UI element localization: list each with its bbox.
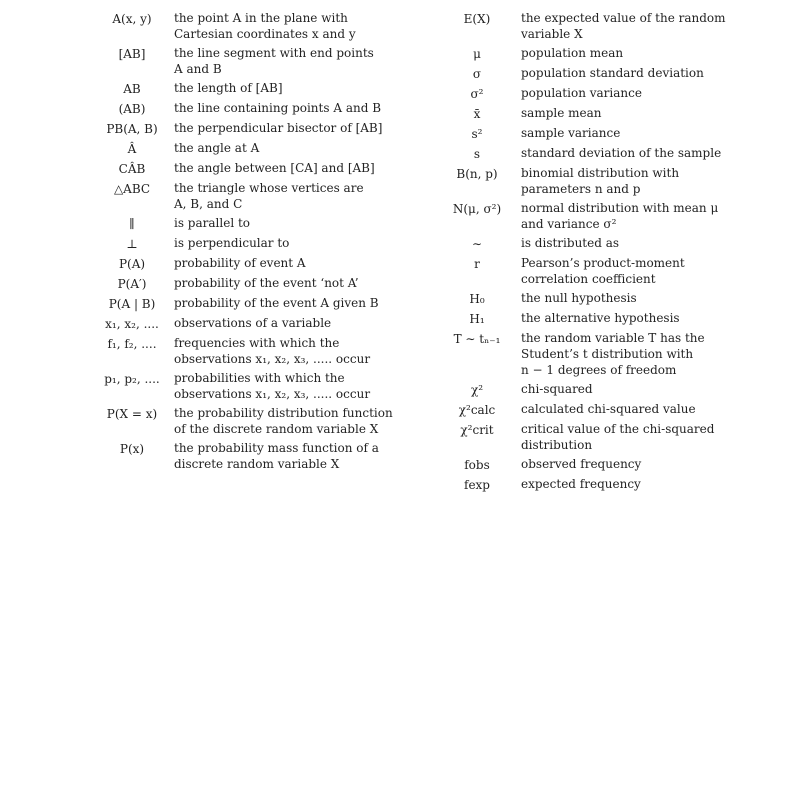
notation-description: chi-squared xyxy=(521,382,593,396)
notation-row xyxy=(96,295,396,312)
notation-row xyxy=(96,120,396,137)
notation-symbol: r xyxy=(474,257,480,271)
notation-row xyxy=(96,235,396,252)
notation-row xyxy=(96,100,396,117)
notation-description: is distributed as xyxy=(521,236,620,250)
notation-description: the line segment with end points A and B xyxy=(174,46,374,76)
notation-symbol: P(A) xyxy=(118,257,146,271)
notation-symbol: χ²calc xyxy=(458,403,496,417)
notation-description: sample variance xyxy=(521,126,621,140)
notation-description: standard deviation of the sample xyxy=(521,146,722,160)
notation-description: population mean xyxy=(521,46,624,60)
notation-description: is parallel to xyxy=(174,216,251,230)
notation-symbol: H₀ xyxy=(469,292,485,306)
notation-symbol: ∼ xyxy=(471,237,483,251)
notation-symbol: PB(A, B) xyxy=(106,122,158,136)
notation-row xyxy=(440,105,740,122)
notation-symbol: fexp xyxy=(464,478,490,492)
notation-row xyxy=(440,145,740,162)
notation-description: calculated chi-squared value xyxy=(521,402,696,416)
notation-row xyxy=(440,10,740,42)
notation-row xyxy=(96,275,396,292)
notation-symbol: N(μ, σ²) xyxy=(452,202,502,216)
notation-description: Pearson’s product-moment correlation coefficient xyxy=(521,256,685,286)
notation-symbol: CÂB xyxy=(118,162,146,176)
notation-row xyxy=(96,370,396,402)
notation-symbol: σ xyxy=(472,67,482,81)
notation-row xyxy=(440,421,740,453)
notation-description: the probability distribution function of the discrete random variable X xyxy=(174,406,393,436)
notation-description: expected frequency xyxy=(521,477,641,491)
notation-column-left xyxy=(96,10,396,475)
notation-description: the expected value of the random variable X xyxy=(521,11,726,41)
notation-description: probability of the event ‘not A’ xyxy=(174,276,359,290)
notation-symbol: μ xyxy=(473,47,481,61)
notation-symbol: (AB) xyxy=(118,102,146,116)
notation-description: population standard deviation xyxy=(521,66,704,80)
notation-row xyxy=(440,200,740,232)
notation-row xyxy=(440,401,740,418)
notation-description: the length of [AB] xyxy=(174,81,283,95)
notation-description: the angle at A xyxy=(174,141,260,155)
notation-description: probabilities with which the observations x₁, x₂, x₃, ..... occur xyxy=(174,371,371,401)
notation-symbol: ∥ xyxy=(129,217,135,231)
notation-row xyxy=(96,255,396,272)
notation-symbol: B(n, p) xyxy=(456,167,498,181)
notation-symbol: △ABC xyxy=(113,182,151,196)
notation-description: the line containing points A and B xyxy=(174,101,382,115)
notation-symbol: P(A′) xyxy=(117,277,147,291)
notation-symbol: A(x, y) xyxy=(112,12,152,26)
notation-row xyxy=(96,335,396,367)
notation-row xyxy=(96,45,396,77)
notation-column-right xyxy=(440,10,740,496)
notation-row xyxy=(96,440,396,472)
notation-symbol: H₁ xyxy=(469,312,485,326)
notation-symbol: Â xyxy=(127,142,137,156)
notation-symbol: f₁, f₂, .... xyxy=(107,337,157,351)
notation-description: probability of event A xyxy=(174,256,306,270)
notation-row xyxy=(440,456,740,473)
notation-symbol: AB xyxy=(123,82,141,96)
notation-description: normal distribution with mean μ and variance σ² xyxy=(521,201,719,231)
notation-description: the angle between [CA] and [AB] xyxy=(174,161,375,175)
notation-description: the null hypothesis xyxy=(521,291,637,305)
notation-description: the probability mass function of a discrete random variable X xyxy=(174,441,379,471)
notation-symbol: T ∼ tₙ₋₁ xyxy=(453,332,501,346)
notation-row xyxy=(440,85,740,102)
notation-symbol: s² xyxy=(471,127,483,141)
notation-row xyxy=(440,45,740,62)
notation-row xyxy=(440,476,740,493)
notation-row xyxy=(96,160,396,177)
notation-row xyxy=(440,290,740,307)
notation-symbol: s xyxy=(473,147,481,161)
notation-row xyxy=(440,125,740,142)
notation-row xyxy=(96,10,396,42)
notation-symbol: χ² xyxy=(470,383,484,397)
notation-row xyxy=(96,140,396,157)
notation-row xyxy=(440,310,740,327)
notation-row xyxy=(96,215,396,232)
notation-row xyxy=(440,65,740,82)
notation-description: sample mean xyxy=(521,106,602,120)
notation-symbol: fobs xyxy=(464,458,490,472)
notation-row xyxy=(440,235,740,252)
notation-row xyxy=(440,330,740,378)
notation-symbol: x₁, x₂, .... xyxy=(105,317,159,331)
notation-symbol: χ²crit xyxy=(460,423,494,437)
notation-row xyxy=(96,315,396,332)
notation-symbol: x̄ xyxy=(473,107,481,121)
notation-row xyxy=(96,180,396,212)
notation-symbol: ⊥ xyxy=(126,237,138,251)
notation-row xyxy=(96,80,396,97)
notation-row xyxy=(96,405,396,437)
notation-symbol: σ² xyxy=(470,87,484,101)
notation-description: the point A in the plane with Cartesian coordinates x and y xyxy=(174,11,356,41)
notation-symbol: p₁, p₂, .... xyxy=(104,372,160,386)
notation-description: the perpendicular bisector of [AB] xyxy=(174,121,383,135)
notation-description: the random variable T has the Student’s t distribution with n − 1 degrees of freedom xyxy=(521,331,705,377)
notation-row xyxy=(440,381,740,398)
notation-symbol: P(X = x) xyxy=(106,407,158,421)
notation-description: population variance xyxy=(521,86,642,100)
notation-row xyxy=(440,255,740,287)
notation-symbol: [AB] xyxy=(118,47,146,61)
notation-description: the triangle whose vertices are A, B, and C xyxy=(174,181,364,211)
notation-description: the alternative hypothesis xyxy=(521,311,680,325)
notation-symbol: P(A | B) xyxy=(108,297,156,311)
notation-symbol: E(X) xyxy=(463,12,491,26)
notation-description: critical value of the chi-squared distribution xyxy=(521,422,715,452)
notation-description: observations of a variable xyxy=(174,316,332,330)
notation-description: is perpendicular to xyxy=(174,236,290,250)
notation-description: probability of the event A given B xyxy=(174,296,379,310)
notation-description: binomial distribution with parameters n and p xyxy=(521,166,680,196)
notation-symbol: P(x) xyxy=(119,442,145,456)
notation-row xyxy=(440,165,740,197)
notation-description: observed frequency xyxy=(521,457,642,471)
notation-description: frequencies with which the observations x₁, x₂, x₃, ..... occur xyxy=(174,336,371,366)
